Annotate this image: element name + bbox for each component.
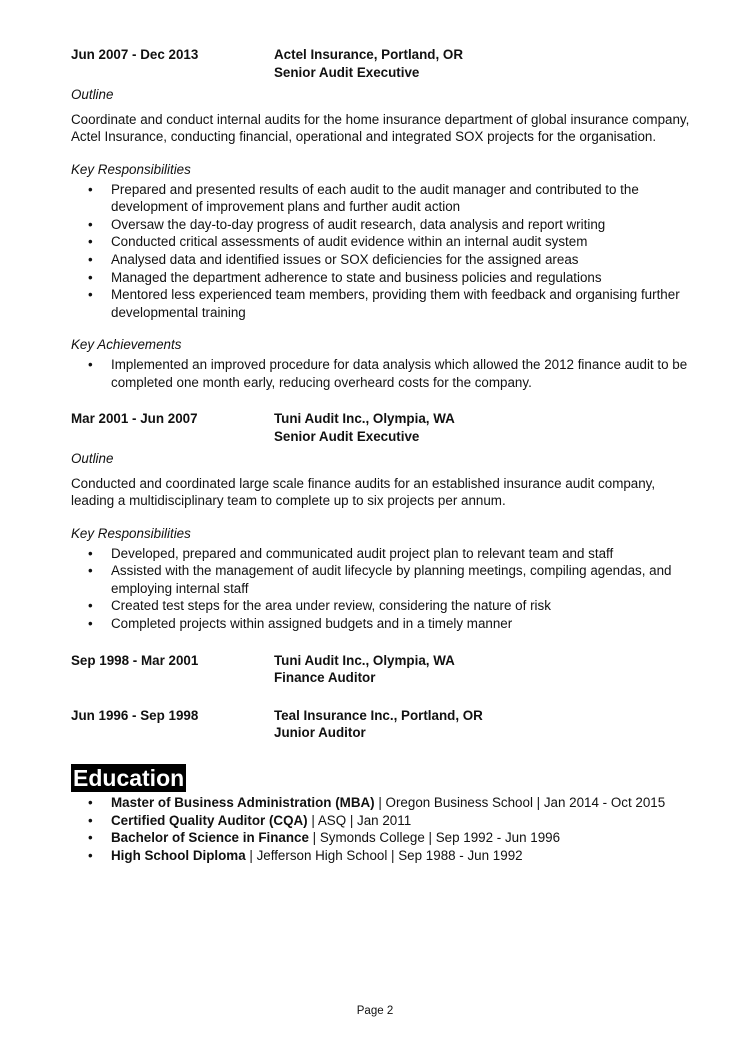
job-employer-block [274,410,455,445]
education-item [71,847,691,865]
education-section [71,742,691,864]
achievements-label: Key Achievements [71,337,182,353]
page-number: Page 2 [356,1005,394,1017]
job-title: Junior Auditor [274,725,366,741]
page-content [71,46,691,864]
job-header [71,410,691,445]
job-entry-actel [71,46,691,391]
list-item: • Completed projects within assigned budgets and in a timely manner [71,615,691,633]
responsibilities-list [71,181,691,322]
list-item: • Analysed data and identified issues or SOX deficiencies for the assigned areas [71,251,691,269]
job-header [71,652,691,687]
job-title: Finance Auditor [274,670,376,686]
education-heading: Education [73,765,185,791]
job-title: Senior Audit Executive [274,428,420,444]
outline-label: Outline [71,451,114,467]
job-employer-block [274,46,463,81]
education-degree: High School Diploma [111,847,246,863]
education-details: | Jefferson High School | Sep 1988 - Jun 1992 [245,847,523,863]
list-item: • Mentored less experienced team members, providing them with feedback and organising further developmental training [71,286,691,321]
education-details: | Oregon Business School | Jan 2014 - Oct 2015 [374,795,666,810]
education-item [71,829,691,847]
education-list [71,794,691,864]
job-dates: Sep 1998 - Mar 2001 [71,652,199,668]
list-item: • Conducted critical assessments of audit evidence within an internal audit system [71,233,691,251]
education-details: | ASQ | Jan 2011 [307,812,412,828]
job-entry-teal [71,707,691,742]
job-company: Tuni Audit Inc., Olympia, WA [274,411,455,427]
education-degree: Master of Business Administration (MBA) [111,795,375,810]
job-dates: Jun 2007 - Dec 2013 [71,47,199,62]
list-item: • Developed, prepared and communicated audit project plan to relevant team and staff [71,545,691,563]
job-title: Senior Audit Executive [274,64,420,80]
education-degree: Certified Quality Auditor (CQA) [111,812,308,828]
list-item: • Oversaw the day-to-day progress of audit research, data analysis and report writing [71,216,691,234]
job-header [71,707,691,742]
job-entry-tuni-finance [71,652,691,687]
responsibilities-list [71,545,691,633]
outline-text: Coordinate and conduct internal audits for the home insurance department of global insurance company, Actel Insurance, conducting financial, operational and integrated SOX projects for the organisation. [71,111,690,145]
job-company: Actel Insurance, Portland, OR [274,47,463,62]
list-item: • Prepared and presented results of each audit to the audit manager and contributed to the development of improvement plans and further audit action [71,181,691,216]
job-header [71,46,691,81]
education-degree: Bachelor of Science in Finance [111,830,309,846]
list-item: • Created test steps for the area under review, considering the nature of risk [71,597,691,615]
responsibilities-label: Key Responsibilities [71,526,191,542]
job-company: Teal Insurance Inc., Portland, OR [274,707,483,723]
responsibilities-label: Key Responsibilities [71,161,191,177]
job-company: Tuni Audit Inc., Olympia, WA [274,652,455,668]
achievements-list [71,356,691,391]
job-dates: Jun 1996 - Sep 1998 [71,707,199,723]
list-item: • Assisted with the management of audit lifecycle by planning meetings, compiling agendas, and employing internal staff [71,562,691,597]
job-entry-tuni-senior [71,410,691,633]
education-item [71,812,691,830]
education-details: | Symonds College | Sep 1992 - Jun 1996 [308,830,561,846]
outline-text: Conducted and coordinated large scale finance audits for an established insurance audit company, leading a multidisciplinary team to complete up to six projects per annum. [71,475,656,509]
job-employer-block [274,707,483,742]
education-item [71,794,691,812]
outline-label: Outline [71,87,114,103]
job-employer-block [274,652,455,687]
list-item: • Implemented an improved procedure for data analysis which allowed the 2012 finance audit to be completed one month early, reducing overheard costs for the company. [71,356,691,391]
list-item: • Managed the department adherence to state and business policies and regulations [71,269,691,287]
job-dates: Mar 2001 - Jun 2007 [71,411,198,427]
